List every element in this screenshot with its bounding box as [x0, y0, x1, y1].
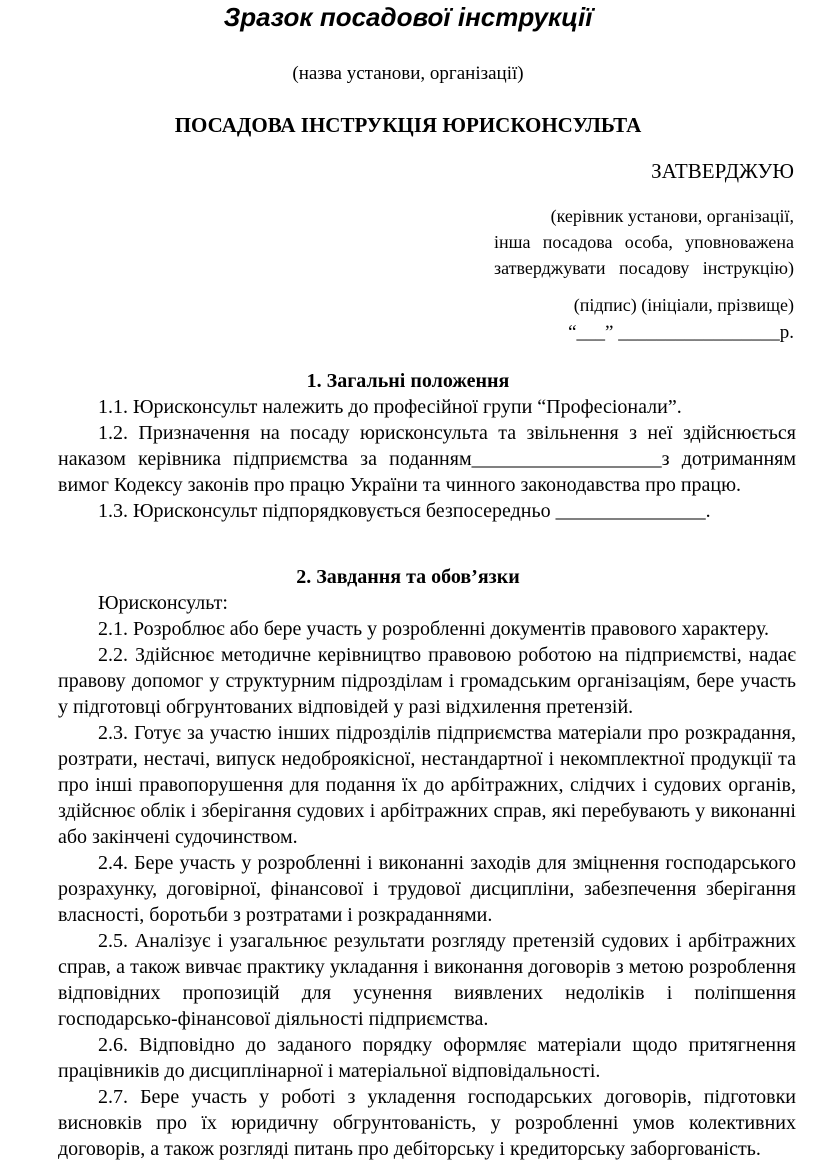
main-title: ПОСАДОВА ІНСТРУКЦІЯ ЮРИСКОНСУЛЬТА [174, 113, 642, 137]
paragraph-2-2: 2.2. Здійснює методичне керівництво правовою роботою на підприємстві, надає правову допомог у структурним підрозділам і громадським організаціям, бере участь у підготовці обгрунтованих відповідей у разі відхилення претензій. [58, 644, 796, 718]
paragraph-2-4: 2.4. Бере участь у розробленні і виконанні заходів для зміцнення господарського розрахунку, договірної, фінансової і трудової дисципліни, забезпечення зберігання власності, боротьби з розтратами і розкраданнями. [58, 852, 796, 926]
section-1-title: 1. Загальні положення [306, 370, 510, 392]
paragraph-1-3: 1.3. Юрисконсульт підпорядковується безпосередньо _______________. [98, 500, 711, 522]
section-1-body [58, 394, 796, 524]
section-2-intro: Юрисконсульт: [98, 592, 228, 614]
paragraph-1-1: 1.1. Юрисконсульт належить до професійної групи “Професіонали”. [98, 396, 682, 418]
paragraph-2-5: 2.5. Аналізує і узагальнює результати розгляду претензій судових і арбітражних справ, а також вивчає практику укладання і виконання договорів з метою розроблення відповідних пропозицій для усунення виявлених недоліків і поліпшення господарсько-фінансової діяльності підприємства. [58, 930, 796, 1030]
approval-block [494, 203, 794, 281]
section-2-body [58, 590, 796, 1162]
sample-title: Зразок посадової інструкції [223, 2, 593, 32]
paragraph-2-6: 2.6. Відповідно до заданого порядку оформляє матеріали щодо притягнення працівників до дисциплінарної і матеріальної відповідальності. [58, 1034, 796, 1082]
organization-caption: (назва установи, організації) [292, 63, 524, 84]
section-2-title: 2. Завдання та обов’язки [296, 566, 520, 588]
approve-word: ЗАТВЕРДЖУЮ [651, 159, 794, 183]
signature-line: (підпис) (ініціали, прізвище) [573, 295, 794, 315]
approval-line-1: (керівник установи, організації, [550, 206, 794, 226]
approval-line-3: затверджувати посадову інструкцію) [494, 258, 794, 278]
paragraph-2-1: 2.1. Розроблює або бере участь у розробленні документів правового характеру. [98, 618, 770, 640]
paragraph-2-7: 2.7. Бере участь у роботі з укладення господарських договорів, підготовки висновків про їх юридичну обгрунтованість, у розробленні умов колективних договорів, а також розгляді питань про дебіторську і кредиторську заборгованість. [58, 1086, 796, 1160]
paragraph-2-3: 2.3. Готує за участю інших підрозділів підприємства матеріали про розкрадання, розтрати, нестачі, випуск недоброякісної, нестандартної і некомплектної продукції та про інші правопорушення для подання їх до арбітражних, слідчих і судових органів, здійснює облік і зберігання судових і арбітражних справ, які перебувають у виконанні або закінчені судочинством. [58, 722, 796, 848]
paragraph-1-2: 1.2. Призначення на посаду юрисконсульта та звільнення з неї здійснюється наказом керівника підприємства за поданням___________________з дотриманням вимог Кодексу законів про працю України та чинного законодавства про працю. [58, 422, 796, 496]
approval-line-2: інша посадова особа, уповноважена [494, 232, 794, 252]
date-line: “___” _________________р. [568, 322, 794, 343]
